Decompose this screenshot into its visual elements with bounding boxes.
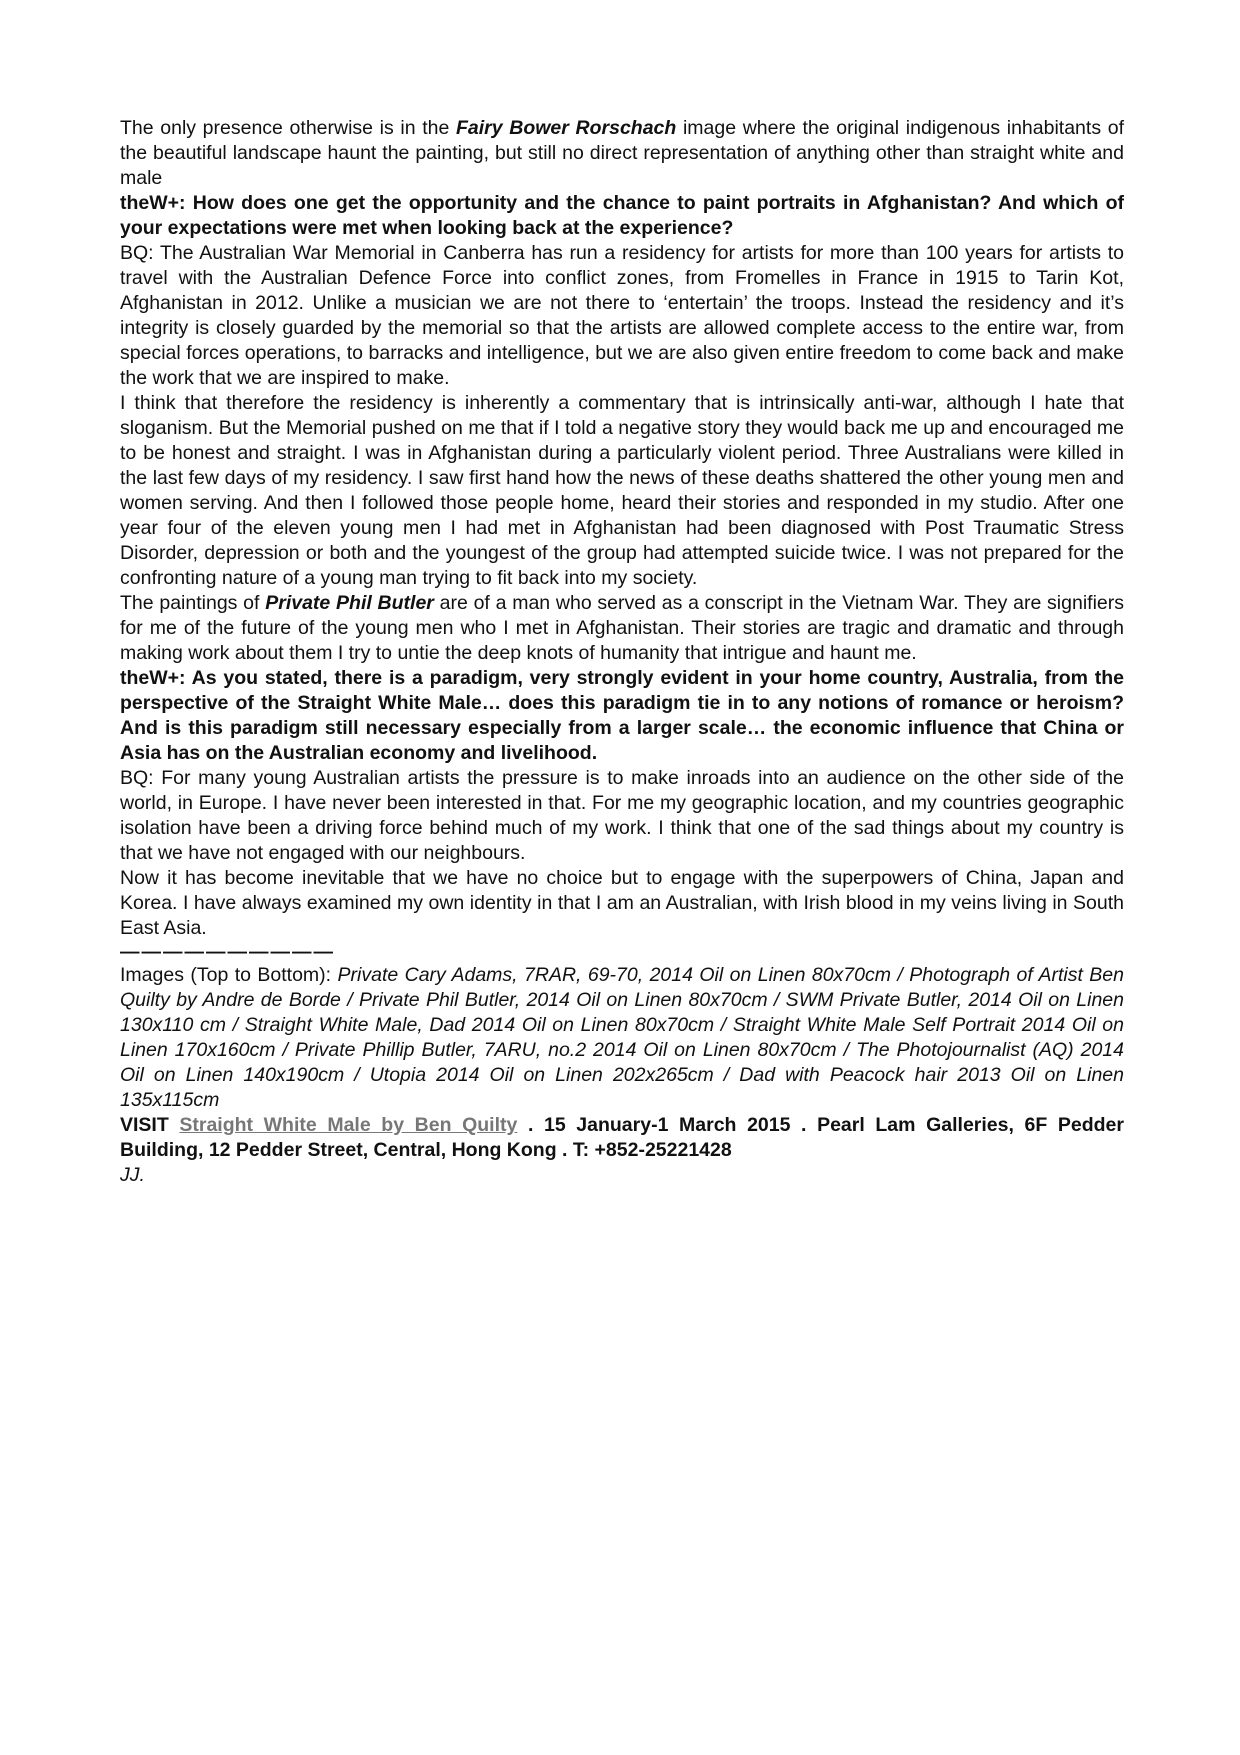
visit-info	[120, 1113, 1124, 1163]
interview-question-1: theW+: How does one get the opportunity and the chance to paint portraits in Afghanistan? And which of your expectations were met when looking back at the experience?	[120, 192, 1124, 239]
interview-answer-2: BQ: For many young Australian artists the pressure is to make inroads into an audience on the other side of the world, in Europe. I have never been interested in that. For me my geographic location, and my countries geographic isolation have been a driving force behind much of my work. I think that one of the sad things about my country is that we have not engaged with our neighbours.	[120, 767, 1124, 864]
paragraph-fairy-bower	[120, 116, 1124, 191]
paragraph-text: image where the original indigenous inhabitants of the beautiful landscape haunt the painting, but still no direct representation of anything other than straight white and male	[120, 117, 1124, 189]
visit-details: . 15 January-1 March 2015 . Pearl Lam Galleries, 6F Pedder Building, 12 Pedder Street, Central, Hong Kong . T: +852-25221428	[120, 1114, 1124, 1161]
paragraph-text: The only presence otherwise is in the	[120, 117, 456, 139]
exhibition-link[interactable]: Straight White Male by Ben Quilty	[179, 1114, 518, 1136]
artwork-title: Fairy Bower Rorschach	[456, 117, 677, 139]
interview-question-2: theW+: As you stated, there is a paradigm, very strongly evident in your home country, Australia, from the perspective of the Straight White Male… does this paradigm tie in to any notions of romance or heroism? And is this paradigm still necessary especially from a larger scale… the economic influence that China or Asia has on the Australian economy and livelihood.	[120, 667, 1124, 764]
artwork-title: Private Phil Butler	[265, 592, 434, 614]
interview-answer-2-continued: Now it has become inevitable that we have no choice but to engage with the superpowers of China, Japan and Korea. I have always examined my own identity in that I am an Australian, with Irish blood in my veins living in South East Asia.	[120, 867, 1124, 939]
interview-answer-1: BQ: The Australian War Memorial in Canberra has run a residency for artists for more than 100 years for artists to travel with the Australian Defence Force into conflict zones, from Fromelles in France in 1915 to Tarin Kot, Afghanistan in 2012. Unlike a musician we are not there to ‘entertain’ the troops. Instead the residency and it’s integrity is closely guarded by the memorial so that the artists are allowed complete access to the entire war, from special forces operations, to barracks and intelligence, but we are also given entire freedom to come back and make the work that we are inspired to make.	[120, 242, 1124, 389]
image-credits-list: Private Cary Adams, 7RAR, 69-70, 2014 Oil on Linen 80x70cm / Photograph of Artist Ben Quilty by Andre de Borde / Private Phil Butler, 2014 Oil on Linen 80x70cm / SWM Private Butler, 2014 Oil on Linen 130x110 cm / Straight White Male, Dad 2014 Oil on Linen 80x70cm / Straight White Male Self Portrait 2014 Oil on Linen 170x160cm / Private Phillip Butler, 7ARU, no.2 2014 Oil on Linen 80x70cm / The Photojournalist (AQ) 2014 Oil on Linen 140x190cm / Utopia 2014 Oil on Linen 202x265cm / Dad with Peacock hair 2013 Oil on Linen 135x115cm	[120, 964, 1124, 1111]
paragraph-phil-butler	[120, 591, 1124, 666]
image-credits-label: Images (Top to Bottom):	[120, 964, 338, 986]
image-credits	[120, 963, 1124, 1113]
paragraph-text: The paintings of	[120, 592, 266, 614]
article-body	[120, 116, 1124, 1188]
interview-answer-1-continued: I think that therefore the residency is inherently a commentary that is intrinsically anti-war, although I hate that sloganism. But the Memorial pushed on me that if I told a negative story they would back me up and encouraged me to be honest and straight. I was in Afghanistan during a particularly violent period. Three Australians were killed in the last few days of my residency. I saw first hand how the news of these deaths shattered the other young men and women serving. And then I followed those people home, heard their stories and responded in my studio. After one year four of the eleven young men I had met in Afghanistan had been diagnosed with Post Traumatic Stress Disorder, depression or both and the youngest of the group had attempted suicide twice. I was not prepared for the confronting nature of a young man trying to fit back into my society.	[120, 392, 1124, 589]
section-divider: ——————————	[120, 941, 335, 963]
author-signature: JJ.	[120, 1164, 145, 1186]
paragraph-text: are of a man who served as a conscript in the Vietnam War. They are signifiers for me of the future of the young men who I met in Afghanistan. Their stories are tragic and dramatic and through making work about them I try to untie the deep knots of humanity that intrigue and haunt me.	[120, 592, 1124, 664]
visit-prefix: VISIT	[120, 1114, 180, 1136]
